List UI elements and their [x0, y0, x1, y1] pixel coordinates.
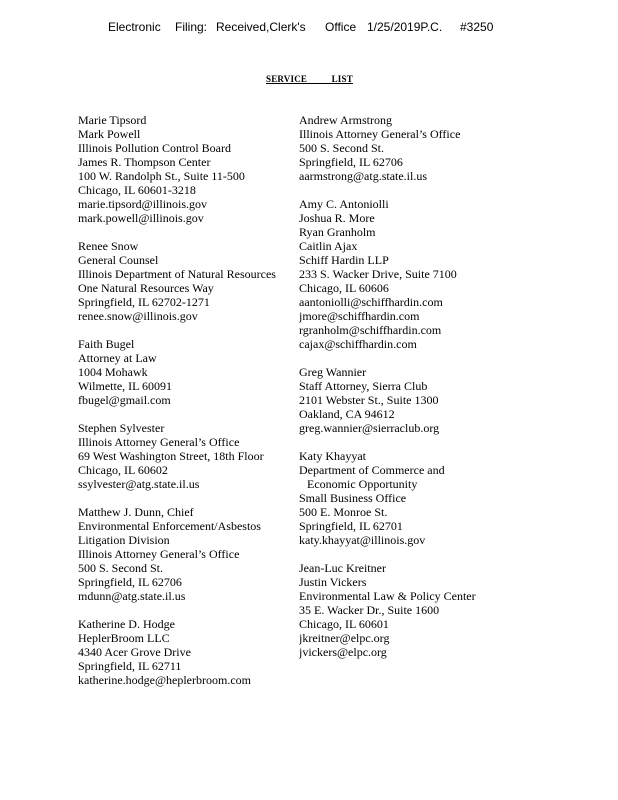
- contact-line: Amy C. Antoniolli: [299, 197, 389, 211]
- contact-email: katy.khayyat@illinois.gov: [299, 533, 426, 547]
- service-contact-entry: [78, 239, 296, 323]
- service-contact-entry: [299, 113, 599, 183]
- header-filing: Filing:: [175, 20, 208, 34]
- contact-line: Springfield, IL 62706: [78, 575, 182, 589]
- contact-line: Andrew Armstrong: [299, 113, 392, 127]
- contact-line: Springfield, IL 62711: [78, 659, 182, 673]
- contact-line: Chicago, IL 60601-3218: [78, 183, 196, 197]
- contact-line: 1004 Mohawk: [78, 365, 148, 379]
- contact-line: Economic Opportunity: [307, 477, 418, 491]
- contact-line: Ryan Granholm: [299, 225, 376, 239]
- header-received: Received,Clerk's: [216, 20, 306, 34]
- service-list-left-column: [78, 113, 296, 701]
- contact-line: Wilmette, IL 60091: [78, 379, 173, 393]
- service-contact-entry: [299, 197, 599, 351]
- header-electronic: Electronic: [108, 20, 161, 34]
- service-contact-entry: [78, 421, 296, 491]
- service-contact-entry: [78, 505, 296, 603]
- contact-line: Chicago, IL 60602: [78, 463, 168, 477]
- filing-header: [0, 20, 618, 38]
- contact-line: 500 E. Monroe St.: [299, 505, 388, 519]
- contact-line: James R. Thompson Center: [78, 155, 211, 169]
- contact-line: 69 West Washington Street, 18th Floor: [78, 449, 264, 463]
- contact-line: Illinois Attorney General’s Office: [78, 435, 240, 449]
- contact-line: Staff Attorney, Sierra Club: [299, 379, 428, 393]
- contact-email: rgranholm@schiffhardin.com: [299, 323, 442, 337]
- contact-line: 500 S. Second St.: [299, 141, 385, 155]
- contact-line: Springfield, IL 62701: [299, 519, 403, 533]
- contact-line: Greg Wannier: [299, 365, 367, 379]
- contact-email: jmore@schiffhardin.com: [299, 309, 420, 323]
- contact-line: 35 E. Wacker Dr., Suite 1600: [299, 603, 440, 617]
- contact-email: cajax@schiffhardin.com: [299, 337, 417, 351]
- contact-line: 233 S. Wacker Drive, Suite 7100: [299, 267, 457, 281]
- contact-email: katherine.hodge@heplerbroom.com: [78, 673, 251, 687]
- contact-line: 2101 Webster St., Suite 1300: [299, 393, 439, 407]
- contact-line: Attorney at Law: [78, 351, 157, 365]
- contact-email: mark.powell@illinois.gov: [78, 211, 204, 225]
- contact-line: Oakland, CA 94612: [299, 407, 395, 421]
- contact-line: Matthew J. Dunn, Chief: [78, 505, 194, 519]
- contact-line: Illinois Attorney General’s Office: [299, 127, 461, 141]
- contact-line: Renee Snow: [78, 239, 139, 253]
- contact-email: greg.wannier@sierraclub.org: [299, 421, 440, 435]
- service-contact-entry: [78, 617, 296, 687]
- contact-email: mdunn@atg.state.il.us: [78, 589, 186, 603]
- contact-line: 4340 Acer Grove Drive: [78, 645, 191, 659]
- contact-email: marie.tipsord@illinois.gov: [78, 197, 208, 211]
- contact-line: Katherine D. Hodge: [78, 617, 175, 631]
- contact-line: Caitlin Ajax: [299, 239, 358, 253]
- contact-line: Environmental Law & Policy Center: [299, 589, 476, 603]
- service-list-right-column: [299, 113, 599, 673]
- service-contact-entry: [299, 365, 599, 435]
- contact-line: Mark Powell: [78, 127, 141, 141]
- contact-line: Illinois Pollution Control Board: [78, 141, 232, 155]
- contact-email: aarmstrong@atg.state.il.us: [299, 169, 428, 183]
- contact-email: fbugel@gmail.com: [78, 393, 171, 407]
- service-contact-entry: [78, 337, 296, 407]
- contact-line: Justin Vickers: [299, 575, 367, 589]
- contact-line: General Counsel: [78, 253, 159, 267]
- contact-line: Chicago, IL 60601: [299, 617, 389, 631]
- contact-line: Katy Khayyat: [299, 449, 366, 463]
- contact-line: Joshua R. More: [299, 211, 375, 225]
- contact-line: Small Business Office: [299, 491, 407, 505]
- contact-line: One Natural Resources Way: [78, 281, 214, 295]
- header-office: Office: [325, 20, 357, 34]
- page-title: SERVICE LIST: [266, 74, 353, 84]
- contact-line: Department of Commerce and: [299, 463, 445, 477]
- contact-line: HeplerBroom LLC: [78, 631, 170, 645]
- contact-email: aantoniolli@schiffhardin.com: [299, 295, 443, 309]
- contact-email: jvickers@elpc.org: [299, 645, 387, 659]
- header-number: #3250: [460, 20, 494, 34]
- contact-line: Faith Bugel: [78, 337, 135, 351]
- contact-line: Marie Tipsord: [78, 113, 147, 127]
- service-contact-entry: [299, 449, 599, 547]
- contact-email: renee.snow@illinois.gov: [78, 309, 198, 323]
- contact-line: Jean-Luc Kreitner: [299, 561, 386, 575]
- contact-line: Stephen Sylvester: [78, 421, 165, 435]
- contact-line: Schiff Hardin LLP: [299, 253, 389, 267]
- contact-line: 500 S. Second St.: [78, 561, 164, 575]
- contact-line: Environmental Enforcement/Asbestos: [78, 519, 261, 533]
- contact-line: Litigation Division: [78, 533, 170, 547]
- contact-line: Illinois Attorney General’s Office: [78, 547, 240, 561]
- contact-line: 100 W. Randolph St., Suite 11-500: [78, 169, 245, 183]
- contact-line: Springfield, IL 62706: [299, 155, 403, 169]
- contact-line: Springfield, IL 62702-1271: [78, 295, 210, 309]
- contact-email: jkreitner@elpc.org: [299, 631, 390, 645]
- contact-line: Chicago, IL 60606: [299, 281, 389, 295]
- contact-email: ssylvester@atg.state.il.us: [78, 477, 200, 491]
- header-date: 1/25/2019P.C.: [367, 20, 443, 34]
- service-contact-entry: [78, 113, 296, 225]
- contact-line: Illinois Department of Natural Resources: [78, 267, 276, 281]
- service-contact-entry: [299, 561, 599, 659]
